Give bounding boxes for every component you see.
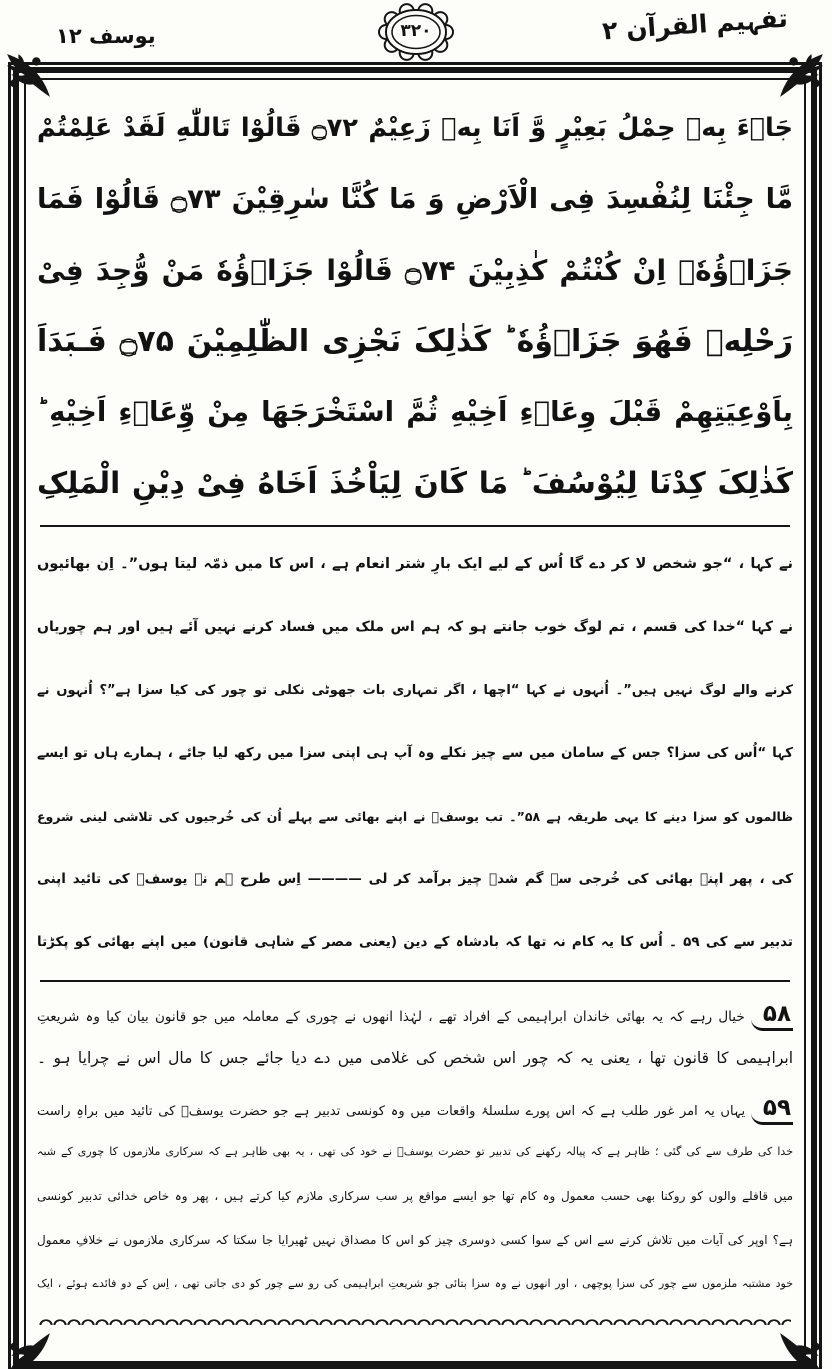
translation-line-3: کرنے والے لوگ نہیں ہیں”۔ اُنہوں نے کہا “اچھا ، اگر تمہاری بات جھوٹی نکلی تو چور کی کیا سزا ہے”؟ اُنہوں نے xyxy=(37,683,793,698)
quran-line-4: رَحْلِهٖ فَهُوَ جَزَاۤؤُهٗ ؕ کَذٰلِکَ نَجْزِی الظّٰلِمِیْنَ ۝۷۵ فَـبَدَاَ xyxy=(37,324,793,359)
footnote-number-59: ۵۹ xyxy=(751,1095,793,1125)
footnote-59 xyxy=(37,1086,793,1306)
footnote-59-line-2: خدا کی طرف سے کی گئی ؛ ظاہر ہے کہ پیالہ رکھنے کی تدبیر تو حضرت یوسفؑ نے خود کی تھی ، یہ بھی ظاہر ہے کہ سرکاری ملازموں کا چوری کے شبہ xyxy=(37,1145,793,1158)
footnote-59-first-line xyxy=(37,1086,793,1130)
translation-section xyxy=(37,533,793,974)
surah-name-header: یوسف ۱۲ xyxy=(56,24,156,48)
translation-line-1: نے کہا ، “جو شخص لا کر دے گا اُس کے لیے ایک بارِ شتر انعام ہے ، اس کا میں ذمّہ لیتا ہوں”۔ اِن بھائیوں xyxy=(37,556,793,572)
bottom-wave-border xyxy=(39,1316,791,1325)
book-title-header: تفہیم القرآن ۲ xyxy=(601,3,789,46)
footnote-divider xyxy=(40,980,790,982)
translation-line-5: ظالموں کو سزا دینے کا یہی طریقہ ہے ۵۸”۔ تب یوسفؑ نے اپنے بھائی سے پہلے اُن کی خُرجیوں کی تلاشی لینی شروع xyxy=(37,809,793,824)
translation-line-7: تدبیر سے کی ۵۹ ۔ اُس کا یہ کام نہ تھا کہ بادشاہ کے دین (یعنی مصر کے شاہی قانون) میں اپنے بھائی کو پکڑتا xyxy=(37,934,793,950)
footnote-58-first-line xyxy=(37,992,793,1036)
footnote-58-text: خیال رہے کہ یہ بھائی خاندان ابراہیمی کے افراد تھے ، لہٰذا انھوں نے چوری کے معاملہ میں جو قانون بیان کیا وہ شریعتِ xyxy=(37,1009,745,1025)
page-number: ۳۲۰ xyxy=(400,21,432,42)
quran-line-6: کَذٰلِکَ کِدْنَا لِیُوْسُفَ ؕ مَا کَانَ لِیَاْخُذَ اَخَاهُ فِیْ دِیْنِ الْمَلِکِ xyxy=(37,466,793,500)
decorative-frame xyxy=(8,62,822,1369)
quran-line-2: مَّا جِئْنَا لِنُفْسِدَ فِی الْاَرْضِ وَ مَا کُنَّا سٰرِقِیْنَ ۝۷۳ قَالُوْا فَمَا xyxy=(37,183,793,215)
footnote-number-58: ۵۸ xyxy=(751,1001,793,1031)
footnote-59-line-5: خود مشتبہ ملزموں سے چور کی سزا پوچھی ، اور انھوں نے وہ سزا بتائی جو شریعتِ ابراہیمی کی رو سے چور کو دی جاتی تھی ، اِس کے دو فائدے ہوئے ، ایک xyxy=(37,1277,793,1290)
footnote-59-line-4: ہے؟ اوپر کی آیات میں تلاش کرنے سے اس کے سوا کسی دوسری چیز کو اس کا مصداق نہیں ٹھیرایا جا سکتا کہ سرکاری ملازموں نے خلافِ معمول xyxy=(37,1233,793,1247)
footnote-59-text: یہاں یہ امر غور طلب ہے کہ اس پورے سلسلۂ واقعات میں وہ کونسی تدبیر ہے جو حضرت یوسفؑ کی تائید میں براہِ راست xyxy=(37,1104,746,1119)
quran-line-3: جَزَاۤؤُهٗۤ اِنْ کُنْتُمْ کٰذِبِیْنَ ۝۷۴ قَالُوْا جَزَاۤؤُهٗ مَنْ وُّجِدَ فِیْ xyxy=(37,254,793,287)
quran-line-1: جَاۤءَ بِهٖ حِمْلُ بَعِیْرٍ وَّ اَنَا بِهٖ زَعِیْمٌ ۝۷۲ قَالُوْا تَاللّٰهِ لَقَدْ عَلِمْتُمْ xyxy=(37,113,793,143)
footnote-58 xyxy=(37,992,793,1080)
page-content xyxy=(37,81,793,1369)
quran-line-5: بِاَوْعِیَتِهِمْ قَبْلَ وِعَاۤءِ اَخِیْهِ ثُمَّ اسْتَخْرَجَهَا مِنْ وِّعَاۤءِ اَخِیْهِ ؕ xyxy=(37,396,793,428)
footnotes-section xyxy=(37,988,793,1306)
footnote-58-line-2: ابراہیمی کا قانون تھا ، یعنی یہ کہ چور اس شخص کی غلامی میں دے دیا جائے جس کا مال اس نے چرایا ہو ۔ xyxy=(37,1049,793,1067)
quran-text-section xyxy=(37,81,793,519)
translation-line-2: نے کہا “خدا کی قسم ، تم لوگ خوب جانتے ہو کہ ہم اس ملک میں فساد کرنے نہیں آئے ہیں اور ہم چوریاں xyxy=(37,619,793,635)
translation-line-6: کی ، پھر اپنے بھائی کی خُرجی سے گم شدہ چیز برآمد کر لی ———— اِس طرح ہم نے یوسفؑ کی تائید اپنی xyxy=(37,871,793,887)
translation-line-4: کہا “اُس کی سزا؟ جس کے سامان میں سے چیز نکلے وہ آپ ہی اپنی سزا میں رکھ لیا جائے ، ہمارے ہاں تو ایسے xyxy=(37,745,793,761)
footnote-59-line-3: میں قافلے والوں کو روکنا بھی حسب معمول وہ کام تھا جو ایسے مواقع پر سب سرکاری ملازم کیا کرتے ہیں ، پھر وہ خاص خدائی تدبیر کونسی xyxy=(37,1189,793,1203)
page-number-medallion xyxy=(373,1,459,63)
section-divider xyxy=(40,525,790,527)
frame-bottom-band xyxy=(19,1361,811,1369)
